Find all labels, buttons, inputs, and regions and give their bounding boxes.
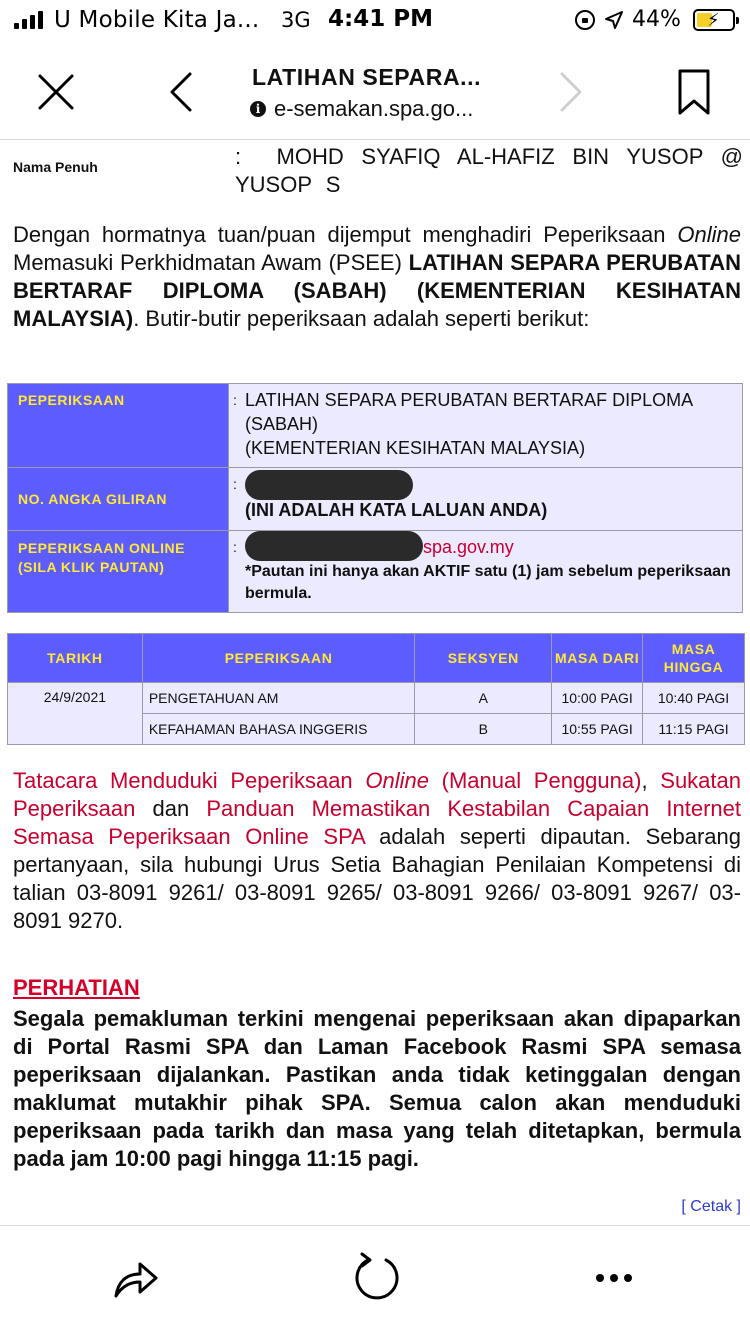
intro-online-word: Online: [677, 222, 741, 247]
colon: :: [233, 539, 237, 555]
header-time-from: MASA DARI: [552, 634, 643, 683]
candidate-name: MOHD SYAFIQ AL-HAFIZ BIN YUSOP @ YUSOP S: [235, 144, 743, 197]
table-row: [8, 683, 745, 714]
network-type: 3G: [281, 8, 311, 32]
print-bracket-open: [: [681, 1198, 686, 1215]
row-time-to: 10:40 PAGI: [643, 683, 745, 714]
colon: :: [233, 392, 237, 408]
row-time-from: 10:00 PAGI: [552, 683, 643, 714]
name-label: Nama Penuh: [13, 159, 98, 175]
password-note: (INI ADALAH KATA LALUAN ANDA): [245, 500, 548, 520]
row-exam: KEFAHAMAN BAHASA INGGERIS: [142, 714, 415, 745]
user-manual-link-text-2[interactable]: (Manual Pengguna): [428, 768, 642, 793]
header-time-to: MASA HINGGA: [643, 634, 745, 683]
table-header-row: [8, 634, 745, 683]
user-manual-link-online[interactable]: Online: [365, 768, 429, 793]
carrier-name: U Mobile Kita Ja...: [54, 7, 260, 33]
table-row: [8, 531, 743, 613]
intro-text-1: Dengan hormatnya tuan/puan dijemput menghadiri Peperiksaan: [13, 222, 678, 247]
header-date: TARIKH: [8, 634, 143, 683]
share-icon[interactable]: [110, 1252, 162, 1304]
redacted-index-number: [245, 470, 413, 500]
syllabus-link[interactable]: Sukatan Peperiksaan: [13, 768, 741, 821]
print-label[interactable]: Cetak: [690, 1198, 733, 1215]
print-link[interactable]: [681, 1198, 741, 1216]
exam-date: 24/9/2021: [8, 683, 143, 745]
notice-heading: PERHATIAN: [13, 975, 140, 1000]
bookmark-icon[interactable]: [674, 68, 714, 116]
user-manual-link-text[interactable]: Tatacara Menduduki Peperiksaan: [13, 768, 366, 793]
bottom-toolbar: [0, 1225, 750, 1334]
exam-label: PEPERIKSAAN: [8, 384, 229, 468]
battery-icon: [693, 9, 735, 31]
row-exam: PENGETAHUAN AM: [142, 683, 415, 714]
intro-text-2: Memasuki Perkhidmatan Awam (PSEE): [13, 250, 409, 275]
rotation-lock-icon: [575, 10, 595, 30]
colon: :: [233, 476, 237, 492]
name-value: [235, 143, 743, 199]
exam-info-table: [7, 383, 743, 613]
url-display[interactable]: [250, 96, 473, 122]
guide-and: dan: [135, 796, 207, 821]
reload-icon[interactable]: [350, 1252, 402, 1304]
row-time-from: 10:55 PAGI: [552, 714, 643, 745]
header-section: SEKSYEN: [415, 634, 552, 683]
page-content: [0, 141, 750, 1225]
close-icon[interactable]: [36, 72, 76, 112]
exam-value: [229, 384, 743, 468]
row-section: A: [415, 683, 552, 714]
exam-value-line2: (KEMENTERIAN KESIHATAN MALAYSIA): [245, 438, 586, 458]
status-time: 4:41 PM: [328, 6, 433, 32]
cell-signal-icon: [14, 11, 43, 29]
forward-arrow-icon: [556, 70, 586, 114]
guide-contact-text: adalah seperti dipautan. Sebarang pertanyaan, sila hubungi Urus Setia Bahagian Penilaian Kompetensi di talian 03-8091 9261/ 03-8091 9265/ 03-8091 9266/ 03-8091 9267/ 03-8091 9270.: [13, 824, 741, 933]
index-number-value: [229, 468, 743, 531]
table-row: [8, 384, 743, 468]
online-exam-value: [229, 531, 743, 613]
internet-guide-link[interactable]: Panduan Memastikan Kestabilan Capaian Internet Semasa Peperiksaan Online SPA: [13, 796, 741, 849]
page-title: LATIHAN SEPARA...: [252, 64, 482, 90]
battery-percent: 44%: [632, 7, 681, 32]
back-arrow-icon[interactable]: [166, 70, 196, 114]
status-bar: [0, 0, 750, 40]
name-colon: :: [235, 144, 242, 169]
index-number-label: NO. ANGKA GILIRAN: [8, 468, 229, 531]
info-icon: i: [250, 101, 266, 117]
guide-paragraph: [13, 767, 741, 935]
exam-value-line1: LATIHAN SEPARA PERUBATAN BERTARAF DIPLOMA (SABAH): [245, 390, 693, 434]
location-arrow-icon: [604, 10, 624, 30]
table-row: [8, 468, 743, 531]
comma: ,: [641, 768, 648, 793]
more-options-icon[interactable]: [594, 1270, 634, 1286]
schedule-table: [7, 633, 745, 745]
print-bracket-close: ]: [736, 1198, 741, 1215]
online-exam-label: PEPERIKSAAN ONLINE (SILA KLIK PAUTAN): [8, 531, 229, 613]
online-link-text[interactable]: spa.gov.my: [423, 537, 514, 557]
charging-bolt-icon: ⚡: [707, 10, 720, 31]
url-text: e-semakan.spa.go...: [274, 96, 474, 121]
row-section: B: [415, 714, 552, 745]
redacted-link: [245, 531, 423, 561]
row-time-to: 11:15 PAGI: [643, 714, 745, 745]
user-manual-link[interactable]: [13, 768, 641, 793]
link-active-note: *Pautan ini hanya akan AKTIF satu (1) jam sebelum peperiksaan bermula.: [245, 563, 731, 603]
browser-toolbar: [0, 40, 750, 140]
online-exam-link[interactable]: [245, 535, 732, 561]
header-exam: PEPERIKSAAN: [142, 634, 415, 683]
intro-text-3: . Butir-butir peperiksaan adalah seperti berikut:: [133, 306, 590, 331]
notice-body: Segala pemakluman terkini mengenai peperiksaan akan dipaparkan di Portal Rasmi SPA dan Laman Facebook Rasmi SPA semasa peperiksaan dijalankan. Pastikan anda tidak ketinggalan dengan maklumat mutakhir pihak SPA. Semua calon akan menduduki peperiksaan pada tarikh dan masa yang telah ditetapkan, bermula pada jam 10:00 pagi hingga 11:15 pagi.: [13, 1006, 741, 1171]
intro-paragraph: [13, 221, 741, 333]
intro-exam-name: LATIHAN SEPARA PERUBATAN BERTARAF DIPLOMA (SABAH) (KEMENTERIAN KESIHATAN MALAYSIA): [13, 250, 742, 331]
